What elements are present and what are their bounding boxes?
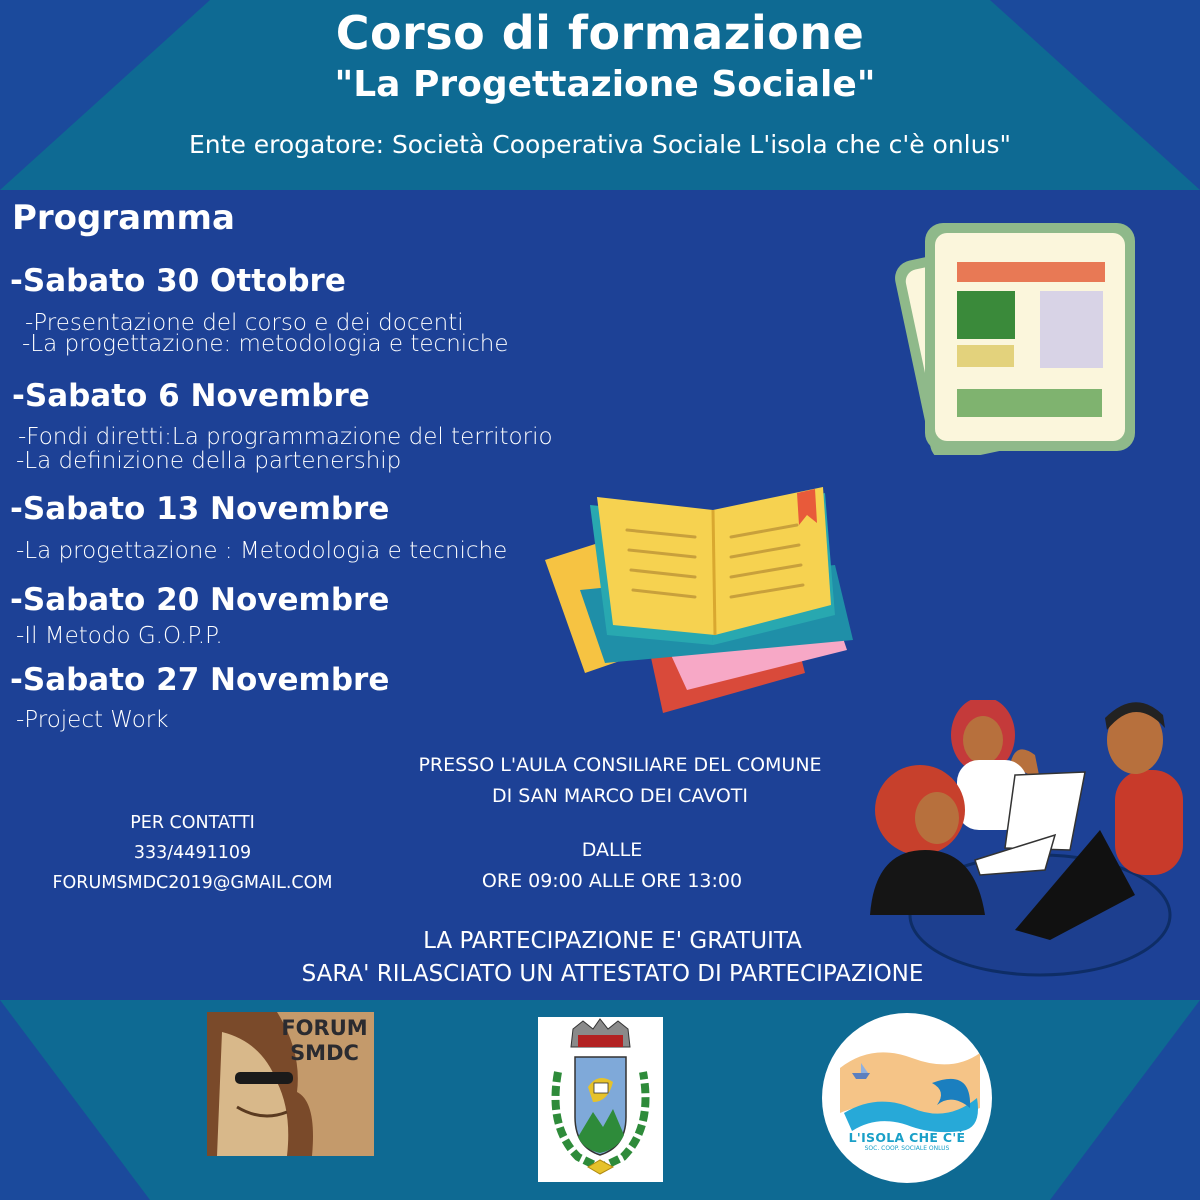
course-title: Corso di formazione	[335, 6, 865, 60]
contacts-label: PER CONTATTI	[130, 813, 255, 833]
session-4-date: -Sabato 20 Novembre	[10, 582, 390, 618]
schedule-hours: ORE 09:00 ALLE ORE 13:00	[481, 870, 743, 892]
session-5-date: -Sabato 27 Novembre	[10, 662, 390, 698]
forum-logo-line-1: FORUM	[281, 1016, 368, 1040]
isola-che-ce-logo	[822, 1013, 992, 1183]
venue-line-2: DI SAN MARCO DEI CAVOTI	[492, 785, 748, 807]
comune-coat-of-arms	[538, 1017, 663, 1182]
session-2-topic-1: -Fondi diretti:La programmazione del territorio	[18, 424, 553, 450]
venue	[360, 750, 880, 812]
forum-smdc-logo	[207, 1012, 374, 1156]
document-icon	[895, 205, 1145, 455]
session-1-date: -Sabato 30 Ottobre	[10, 263, 346, 299]
program-heading: Programma	[12, 198, 235, 238]
session-1-topic-1: -Presentazione del corso e dei docenti	[25, 310, 464, 336]
provider-line: Ente erogatore: Società Cooperativa Sociale L'isola che c'è onlus"	[189, 130, 1011, 159]
open-book-icon	[535, 485, 885, 720]
notice-line-1: LA PARTECIPAZIONE E' GRATUITA	[423, 928, 802, 954]
course-name: "La Progettazione Sociale"	[334, 64, 876, 105]
venue-line-1: PRESSO L'AULA CONSILIARE DEL COMUNE	[418, 754, 822, 776]
notice-line-2: SARA' RILASCIATO UN ATTESTATO DI PARTECIPAZIONE	[301, 961, 924, 987]
session-1-topic-2: -La progettazione: metodologia e tecniche	[22, 331, 509, 357]
session-4-topic-1: -Il Metodo G.O.P.P.	[16, 623, 223, 649]
session-2-topic-2: -La definizione della partenership	[16, 448, 402, 474]
wave-boat-icon	[822, 1013, 992, 1183]
notice	[0, 925, 1200, 991]
session-3-date: -Sabato 13 Novembre	[10, 491, 390, 527]
forum-logo-line-2: SMDC	[290, 1041, 359, 1065]
contacts	[20, 808, 365, 898]
isola-logo-name: L'ISOLA CHE C'È	[848, 1130, 966, 1145]
schedule	[462, 835, 762, 897]
contacts-email: FORUMSMDC2019@GMAIL.COM	[52, 873, 333, 893]
session-2-date: -Sabato 6 Novembre	[12, 378, 370, 414]
isola-logo-tagline: SOC. COOP. SOCIALE ONLUS	[864, 1145, 950, 1152]
contacts-phone: 333/4491109	[133, 843, 252, 863]
coat-of-arms-icon	[538, 1017, 663, 1182]
schedule-label: DALLE	[581, 839, 643, 861]
session-3-topic-1: -La progettazione : Metodologia e tecniche	[16, 538, 508, 564]
session-5-topic-1: -Project Work	[16, 707, 169, 733]
